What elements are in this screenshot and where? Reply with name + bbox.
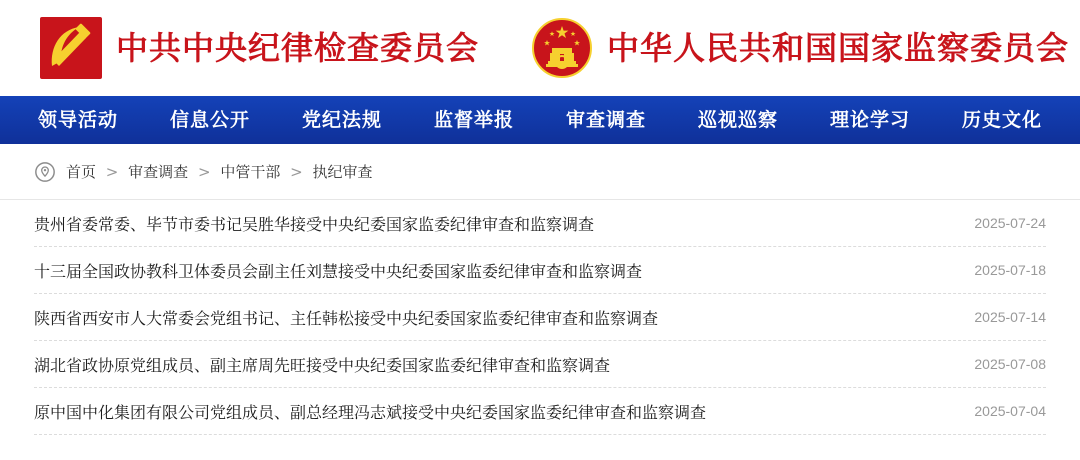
org-nsc-title: 中华人民共和国国家监察委员会 bbox=[607, 29, 1070, 67]
nav-item-dangjifagui[interactable]: 党纪法规 bbox=[301, 109, 382, 131]
news-date: 2025-07-24 bbox=[974, 215, 1046, 231]
news-date: 2025-07-14 bbox=[974, 309, 1046, 325]
news-title[interactable]: 原中国中化集团有限公司党组成员、副总经理冯志斌接受中央纪委国家监委纪律审查和监察调查 bbox=[34, 402, 707, 422]
news-date: 2025-07-18 bbox=[974, 262, 1046, 278]
news-title[interactable]: 贵州省委常委、毕节市委书记吴胜华接受中央纪委国家监委纪律审查和监察调查 bbox=[34, 214, 595, 234]
hammer-sickle-emblem-icon bbox=[40, 17, 102, 79]
site-header bbox=[0, 0, 1080, 96]
location-pin-icon bbox=[34, 161, 56, 183]
nav-item-lishiwenhua[interactable]: 历史文化 bbox=[962, 109, 1043, 131]
breadcrumb bbox=[0, 144, 1080, 200]
list-item[interactable] bbox=[34, 388, 1046, 435]
news-title[interactable]: 十三届全国政协教科卫体委员会副主任刘慧接受中央纪委国家监委纪律审查和监察调查 bbox=[34, 261, 643, 281]
nav-item-lingdaohuodong[interactable]: 领导活动 bbox=[37, 109, 118, 131]
news-date: 2025-07-04 bbox=[974, 403, 1046, 419]
nav-item-xinxigongkai[interactable]: 信息公开 bbox=[169, 109, 250, 131]
breadcrumb-separator: > bbox=[105, 163, 119, 181]
org-ccdi-title: 中共中央纪律检查委员会 bbox=[116, 29, 480, 67]
nav-item-lilunxuexi[interactable]: 理论学习 bbox=[830, 109, 911, 131]
list-item[interactable] bbox=[34, 341, 1046, 388]
breadcrumb-item-1[interactable]: 审查调查 bbox=[128, 163, 189, 181]
list-item[interactable] bbox=[34, 247, 1046, 294]
news-list bbox=[0, 200, 1080, 435]
main-nav bbox=[0, 96, 1080, 144]
nav-item-shenchadiaocha[interactable]: 审查调查 bbox=[566, 109, 647, 131]
breadcrumb-separator: > bbox=[197, 163, 211, 181]
breadcrumb-item-3[interactable]: 执纪审查 bbox=[312, 163, 373, 181]
list-item[interactable] bbox=[34, 294, 1046, 341]
national-emblem-icon bbox=[531, 17, 593, 79]
nav-item-jiandujubao[interactable]: 监督举报 bbox=[433, 109, 514, 131]
list-item[interactable] bbox=[34, 200, 1046, 247]
news-title[interactable]: 湖北省政协原党组成员、副主席周先旺接受中央纪委国家监委纪律审查和监察调查 bbox=[34, 355, 611, 375]
nav-item-xunshixuncha[interactable]: 巡视巡察 bbox=[698, 109, 779, 131]
news-date: 2025-07-08 bbox=[974, 356, 1046, 372]
breadcrumb-trail bbox=[66, 161, 372, 182]
breadcrumb-separator: > bbox=[290, 163, 303, 181]
breadcrumb-item-2[interactable]: 中管干部 bbox=[220, 163, 281, 181]
breadcrumb-item-0[interactable]: 首页 bbox=[66, 163, 97, 181]
org-nsc[interactable] bbox=[531, 17, 1069, 79]
org-ccdi[interactable] bbox=[40, 17, 479, 79]
news-title[interactable]: 陕西省西安市人大常委会党组书记、主任韩松接受中央纪委国家监委纪律审查和监察调查 bbox=[34, 308, 659, 328]
